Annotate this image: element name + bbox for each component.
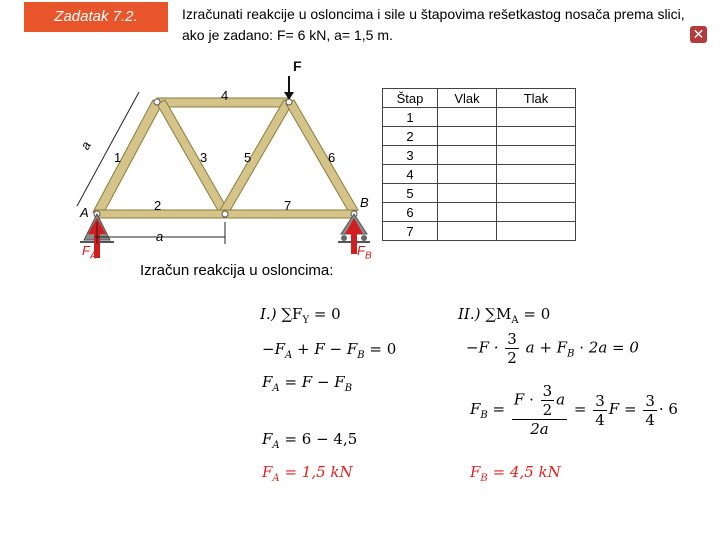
member-label-1: 1 bbox=[114, 150, 122, 165]
table-header-row bbox=[383, 89, 576, 108]
support-label-a: A bbox=[80, 205, 89, 220]
table-row bbox=[383, 146, 576, 165]
title-line-1: Izračunati reakcije u osloncima i sile u štapovima rešetkastog nosača prema slici, bbox=[182, 6, 685, 22]
table-cell-tlak bbox=[497, 127, 576, 146]
section-heading: Izračun reakcija u osloncima: bbox=[140, 262, 334, 279]
table-cell-member: 1 bbox=[383, 108, 438, 127]
member-label-4: 4 bbox=[221, 88, 229, 103]
member-force-table bbox=[382, 88, 576, 241]
table-row bbox=[383, 222, 576, 241]
load-label-f: F bbox=[293, 58, 302, 74]
equation-ii-line-2: −F · $\frac{3}{2}$ $a + F_B \cdot 2a = 0$ bbox=[466, 330, 639, 367]
reaction-label-b: $F_B$ bbox=[357, 243, 372, 262]
member-label-2: 2 bbox=[154, 198, 162, 213]
support-label-b: B bbox=[360, 195, 369, 210]
task-badge: Zadatak 7.2. bbox=[24, 2, 168, 32]
table-cell-tlak bbox=[497, 165, 576, 184]
truss-diagram bbox=[0, 0, 380, 270]
table-cell-member: 2 bbox=[383, 127, 438, 146]
table-cell-vlak bbox=[438, 184, 497, 203]
member-5 bbox=[220, 100, 292, 214]
table-cell-vlak bbox=[438, 165, 497, 184]
member-6 bbox=[286, 100, 358, 214]
table-cell-vlak bbox=[438, 146, 497, 165]
member-label-3: 3 bbox=[200, 150, 208, 165]
table-cell-member: 3 bbox=[383, 146, 438, 165]
table-cell-tlak bbox=[497, 203, 576, 222]
table-row bbox=[383, 165, 576, 184]
equation-i-header: I.) $\sum F_Y = 0$ bbox=[260, 305, 341, 326]
table-cell-member: 7 bbox=[383, 222, 438, 241]
column-header-tlak: Tlak bbox=[497, 89, 576, 108]
table-row bbox=[383, 108, 576, 127]
table-cell-member: 4 bbox=[383, 165, 438, 184]
column-header-vlak: Vlak bbox=[438, 89, 497, 108]
table-row bbox=[383, 184, 576, 203]
equation-ii-line-3: $F_B$ = F · $\frac{3}{2}$ a 2a = $\frac{3}{4}$ F = $\frac{3}{4}$ · 6 bbox=[470, 382, 678, 438]
equation-i-line-2: $-F_A + F - F_B = 0$ bbox=[262, 340, 397, 361]
truss-members bbox=[93, 98, 358, 218]
equation-i-line-3: $F_A = F - F_B$ bbox=[262, 373, 353, 394]
dimension-label-a-bottom: a bbox=[156, 229, 164, 244]
member-label-6: 6 bbox=[328, 150, 336, 165]
column-header-stap: Štap bbox=[383, 89, 438, 108]
table-cell-tlak bbox=[497, 146, 576, 165]
table-cell-vlak bbox=[438, 203, 497, 222]
load-arrow-f bbox=[284, 76, 294, 100]
dimension-label-a-diagonal: a bbox=[77, 138, 94, 153]
table-cell-tlak bbox=[497, 108, 576, 127]
reaction-label-a: $F_A$ bbox=[82, 243, 97, 262]
equation-i-result: $F_A = 1,5$ kN bbox=[262, 463, 353, 484]
table-cell-vlak bbox=[438, 127, 497, 146]
table-cell-member: 6 bbox=[383, 203, 438, 222]
table-cell-tlak bbox=[497, 184, 576, 203]
equation-ii-result: $F_B = 4,5$ kN bbox=[470, 463, 561, 484]
table-cell-member: 5 bbox=[383, 184, 438, 203]
table-cell-vlak bbox=[438, 108, 497, 127]
table-cell-vlak bbox=[438, 222, 497, 241]
equation-i-line-4: $F_A = 6 - 4,5$ bbox=[262, 430, 358, 451]
table-row bbox=[383, 127, 576, 146]
close-icon[interactable]: ✕ bbox=[690, 26, 707, 43]
title-line-2: ako je zadano: F= 6 kN, a= 1,5 m. bbox=[182, 27, 393, 43]
table-row bbox=[383, 203, 576, 222]
member-3 bbox=[157, 100, 228, 214]
member-label-7: 7 bbox=[284, 198, 292, 213]
equation-ii-header: II.) $\sum M_A = 0$ bbox=[458, 305, 551, 326]
member-label-5: 5 bbox=[244, 150, 252, 165]
table-cell-tlak bbox=[497, 222, 576, 241]
